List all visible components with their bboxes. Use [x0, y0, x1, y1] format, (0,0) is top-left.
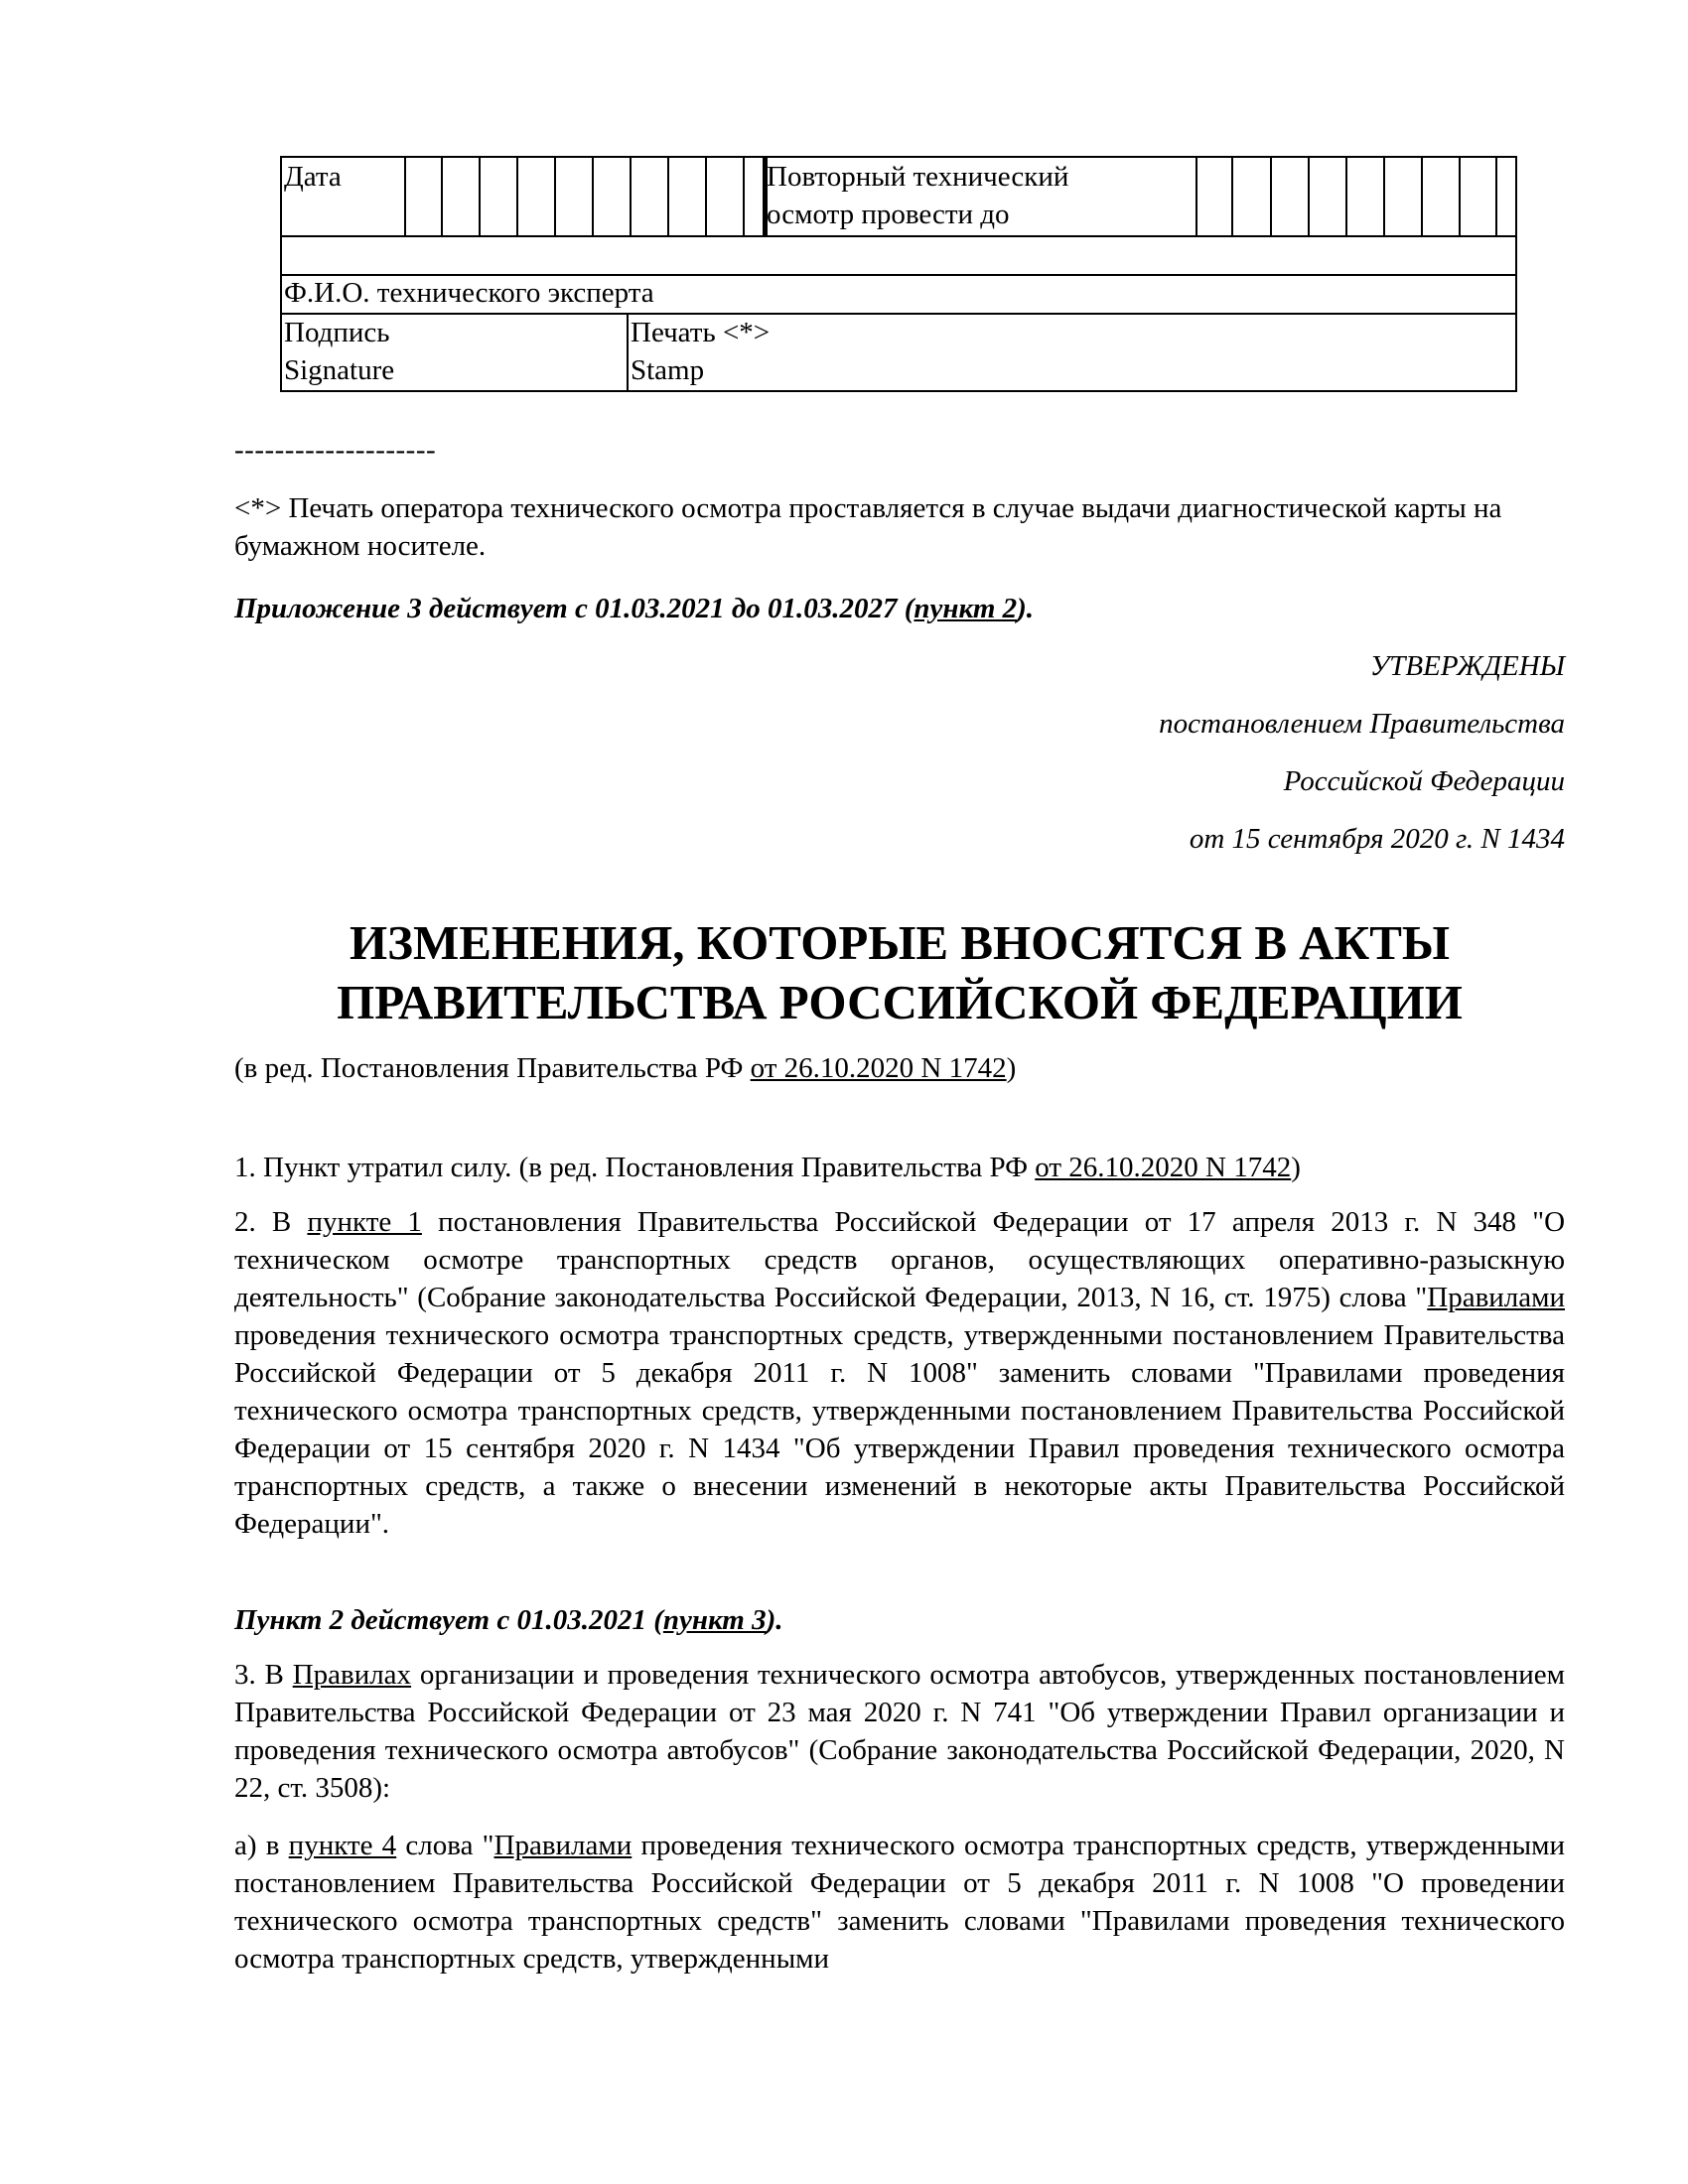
date-box-divider: [705, 158, 707, 235]
document-title-line-2: ПРАВИТЕЛЬСТВА РОССИЙСКОЙ ФЕДЕРАЦИИ: [337, 975, 1463, 1029]
paragraph-2-validity-note: [234, 1601, 1565, 1639]
date-box-divider: [441, 158, 443, 235]
reinspection-box-divider: [1383, 158, 1385, 235]
signature-stamp-divider: [627, 313, 629, 392]
paragraph-3: [234, 1656, 1565, 1807]
paragraph-2-link-rules[interactable]: Правилами: [1427, 1282, 1565, 1313]
paragraph-3a-link-item[interactable]: пункте 4: [288, 1830, 397, 1861]
date-box-divider: [404, 158, 406, 235]
paragraph-3-link-rules[interactable]: Правилах: [292, 1659, 412, 1691]
paragraph-2: [234, 1203, 1565, 1543]
p2-note-link[interactable]: пункт 3: [662, 1604, 767, 1636]
approval-line-2: постановлением Правительства: [1159, 708, 1565, 740]
edition-note: [234, 1049, 1565, 1087]
expert-name-label: Ф.И.О. технического эксперта: [284, 277, 654, 309]
reinspection-label-line1: Повторный технический: [767, 161, 1069, 193]
date-box-divider: [592, 158, 594, 235]
reinspection-box-divider: [1308, 158, 1310, 235]
date-box-divider: [667, 158, 669, 235]
paragraph-1: [234, 1149, 1565, 1186]
date-box-divider: [630, 158, 632, 235]
reinspection-box-divider: [1459, 158, 1461, 235]
reinspection-label-line2: осмотр провести до: [767, 199, 1010, 230]
reinspection-box-divider: [1495, 158, 1497, 235]
paragraph-1-link[interactable]: от 26.10.2020 N 1742: [1035, 1152, 1292, 1183]
paragraph-3a-text: а) в: [234, 1830, 289, 1861]
paragraph-3-text: 3. В: [234, 1659, 293, 1691]
edition-note-text: (в ред. Постановления Правительства РФ: [234, 1052, 751, 1084]
edition-note-link[interactable]: от 26.10.2020 N 1742: [750, 1052, 1007, 1084]
date-box-divider: [516, 158, 518, 235]
paragraph-3a-link-rules[interactable]: Правилами: [493, 1830, 633, 1861]
reinspection-box-divider: [1196, 158, 1197, 235]
reinspection-box-divider: [1421, 158, 1423, 235]
annex-note-text: Приложение 3 действует с 01.03.2021 до 01.03.2027 (: [234, 593, 914, 624]
stamp-label-ru: Печать <*>: [631, 317, 771, 348]
annex-note-text-end: ).: [1017, 593, 1035, 624]
paragraph-2-link-item[interactable]: пункте 1: [307, 1206, 422, 1238]
table-row-divider: [282, 313, 1515, 315]
date-label: Дата: [284, 161, 342, 193]
footnote-separator: --------------------: [234, 434, 437, 466]
document-title-line-1: ИЗМЕНЕНИЯ, КОТОРЫЕ ВНОСЯТСЯ В АКТЫ: [349, 915, 1450, 970]
footnote-text: <*> Печать оператора технического осмотра проставляется в случае выдачи диагностической карты на бумажном носителе.: [234, 492, 1502, 562]
p2-note-text: Пункт 2 действует с 01.03.2021 (: [234, 1604, 663, 1636]
paragraph-2-text: проведения технического осмотра транспортных средств, утвержденными постановлением Правительства Российской Федерации от 5 декабря 2011 г. N 1008" заменить словами "Правилами проведения технического осмотра транспортных средств, утвержденными постановлением Правительства Российской Федерации от 15 сентября 2020 г. N 1434 "Об утверждении Правил проведения технического осмотра транспортных средств, а также о внесении изменений в некоторые акты Правительства Российской Федерации".: [234, 1319, 1565, 1540]
annex-note-link[interactable]: пункт 2: [914, 593, 1018, 624]
date-box-divider: [554, 158, 556, 235]
date-box-divider: [743, 158, 745, 235]
approval-line-3: Российской Федерации: [1283, 765, 1565, 797]
paragraph-2-text: постановления Правительства Российской Федерации от 17 апреля 2013 г. N 348 "О техническом осмотре транспортных средств органов, осуществляющих оперативно-разыскную деятельность" (Собрание законодательства Российской Федерации, 2013, N 16, ст. 1975) слова ": [234, 1206, 1566, 1313]
p2-note-text-end: ).: [766, 1604, 783, 1636]
paragraph-3a-text: проведения технического осмотра транспортных средств, утвержденными постановлением Правительства Российской Федерации от 5 декабря 2011 г. N 1008 "О проведении технического осмотра транспортных средств" заменить словами "Правилами проведения технического осмотра транспортных средств, утвержденными: [234, 1830, 1565, 1975]
date-box-divider: [479, 158, 481, 235]
signature-label-ru: Подпись: [284, 317, 390, 348]
paragraph-3-text: организации и проведения технического осмотра автобусов, утвержденных постановлением Правительства Российской Федерации от 23 мая 2020 г. N 741 "Об утверждении Правил организации и проведения технического осмотра автобусов" (Собрание законодательства Российской Федерации, 2020, N 22, ст. 3508):: [234, 1659, 1565, 1804]
paragraph-2-text: 2. В: [234, 1206, 308, 1238]
stamp-label-en: Stamp: [631, 354, 705, 386]
approval-line-4: от 15 сентября 2020 г. N 1434: [1189, 823, 1565, 855]
signature-label-en: Signature: [284, 354, 395, 386]
paragraph-3a-text: слова ": [396, 1830, 494, 1861]
table-row-divider: [282, 235, 1515, 237]
reinspection-box-divider: [1231, 158, 1233, 235]
paragraph-1-text-end: ): [1291, 1152, 1301, 1183]
paragraph-3a: [234, 1827, 1565, 1978]
reinspection-box-divider: [1345, 158, 1347, 235]
edition-note-text-end: ): [1006, 1052, 1017, 1084]
inspection-form-table: [280, 156, 1517, 392]
approval-line-1: УТВЕРЖДЕНЫ: [1369, 650, 1565, 682]
paragraph-1-text: 1. Пункт утратил силу. (в ред. Постановления Правительства РФ: [234, 1152, 1036, 1183]
annex-validity-note: [234, 590, 1565, 627]
date-section-divider: [763, 158, 765, 235]
reinspection-box-divider: [1270, 158, 1272, 235]
